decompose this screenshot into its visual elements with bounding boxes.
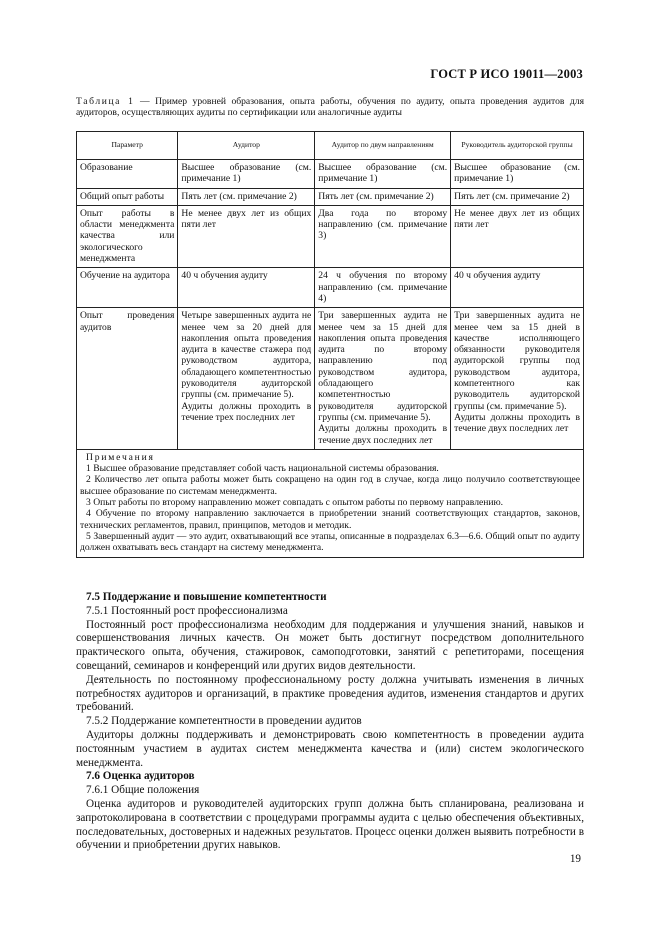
table-cell: Два года по второму направлению (см. примечание 3)	[315, 205, 451, 267]
table-header-row	[77, 132, 584, 160]
cell-paragraph: Аудиты должны проходить в течение двух последних лет	[318, 423, 448, 446]
table-cell: Пять лет (см. примечание 2)	[178, 188, 315, 205]
table-caption-prefix: Таблица 1	[76, 96, 135, 107]
table-row	[77, 268, 584, 308]
column-header: Параметр	[77, 132, 178, 160]
subsection-heading: 7.5.1 Постоянный рост профессионализма	[86, 604, 288, 617]
notes-heading: Примечания	[86, 451, 155, 463]
section-heading: 7.5 Поддержание и повышение компетентности	[86, 591, 327, 603]
cell-paragraph: Аудиты должны проходить в течение трех последних лет	[181, 400, 312, 423]
paragraph: Постоянный рост профессионализма необходим для поддержания и улучшения знаний, навыков и совершенствования личных качеств. Он может быть достигнут посредством дополнительного практического опыта, обучения, стажировок, самоподготовки, занятий с репетиторами, посещения совещаний, семинаров и конференций или других видов деятельности.	[76, 618, 584, 672]
table-cell: Высшее образование (см. примечание 1)	[315, 160, 451, 189]
document-header: ГОСТ Р ИСО 19011—2003	[430, 67, 583, 81]
cell-paragraph: Три завершенных аудита не менее чем за 15 дней в качестве исполняющего обязанности руководителя аудиторской группы под руководством аудитора, компетентного как руководитель аудиторской группы (см. примечание 5).	[454, 310, 580, 412]
paragraph: Деятельность по постоянному профессиональному росту должна учитывать изменения в личных потребностях аудиторов и организаций, в практике проведения аудитов, изменения стандартов и других требований.	[76, 673, 584, 714]
row-label: Опыт проведения аудитов	[77, 308, 178, 450]
subsection-heading: 7.5.2 Поддержание компетентности в проведении аудитов	[86, 715, 362, 728]
row-label: Общий опыт работы	[77, 188, 178, 205]
row-label: Опыт работы в области менеджмента качества или экологического менеджмента	[77, 205, 178, 267]
table-cell	[178, 308, 315, 450]
table-cell: Не менее двух лет из общих пяти лет	[178, 205, 315, 267]
table-cell: Пять лет (см. примечание 2)	[315, 188, 451, 205]
cell-paragraph: Четыре завершенных аудита не менее чем за 20 дней для накопления опыта проведения аудита в качестве стажера под руководством аудитора, обладающего компетентностью руководителя аудиторской группы (см. примечание 5).	[181, 310, 312, 401]
row-label: Обучение на аудитора	[77, 268, 178, 308]
table-cell	[315, 308, 451, 450]
table-cell: 24 ч обучения по второму направлению (см. примечание 4)	[315, 268, 451, 308]
table-row	[77, 205, 584, 267]
table-cell: 40 ч обучения аудиту	[178, 268, 315, 308]
table-cell: Высшее образование (см. примечание 1)	[178, 160, 315, 189]
cell-paragraph: Три завершенных аудита не менее чем за 15 дней для накопления опыта проведения аудита по второму направлению под руководством аудитора, обладающего компетентностью руководителя аудиторской группы (см. примечание 5).	[318, 310, 448, 423]
table-row	[77, 308, 584, 450]
notes-cell	[77, 449, 584, 557]
body-text	[76, 591, 584, 853]
note-item: 1 Высшее образование представляет собой часть национальной системы образования.	[86, 463, 439, 475]
section-heading: 7.6 Оценка аудиторов	[86, 770, 195, 783]
row-label: Образование	[77, 160, 178, 189]
table-cell: 40 ч обучения аудиту	[451, 268, 584, 308]
column-header: Руководитель аудиторской группы	[451, 132, 584, 160]
note-item: 4 Обучение по второму направлению заключается в приобретении знаний соответствующих стандартов, законов, технических регламентов, правил, принципов, методов и методик.	[80, 508, 580, 531]
column-header: Аудитор	[178, 132, 315, 160]
paragraph: Оценка аудиторов и руководителей аудиторских групп должна быть спланирована, реализована и запротоколирована в соответствии с процедурами программы аудита с целью обеспечения объективных, последовательных, достоверных и надежных результатов. Процесс оценки должен выявить потребности в обучении и приобретении других навыков.	[76, 797, 584, 852]
qualification-table	[76, 131, 584, 558]
table-cell: Высшее образование (см. примечание 1)	[451, 160, 584, 189]
notes-row	[77, 449, 584, 557]
table-cell: Не менее двух лет из общих пяти лет	[451, 205, 584, 267]
cell-paragraph: Аудиты должны проходить в течение двух последних лет	[454, 411, 580, 435]
table-caption	[76, 96, 584, 119]
page-number: 19	[569, 853, 581, 865]
note-item: 3 Опыт работы по второму направлению может совпадать с опытом работы по первому направлению.	[86, 497, 504, 509]
table-cell	[451, 308, 584, 450]
note-item: 2 Количество лет опыта работы может быть сокращено на один год в случае, когда лицо получило соответствующее высшее образование по системам менеджмента.	[80, 474, 580, 497]
table-row	[77, 188, 584, 205]
table-caption-text: — Пример уровней образования, опыта работы, обучения по аудиту, опыта проведения аудитов для аудиторов, осуществляющих аудиты по сертификации или аналогичные аудиты	[76, 96, 584, 119]
table-cell: Пять лет (см. примечание 2)	[451, 188, 584, 205]
paragraph: Аудиторы должны поддерживать и демонстрировать свою компетентность в проведении аудита постоянным участием в аудитах систем менеджмента качества и (или) систем экологического менеджмента.	[76, 728, 584, 769]
column-header: Аудитор по двум направлениям	[315, 132, 451, 160]
note-item: 5 Завершенный аудит — это аудит, охватывающий все этапы, описанные в подразделах 6.3—6.6. Общий опыт по аудиту должен охватывать весь стандарт на систему менеджмента.	[80, 530, 580, 554]
table-row	[77, 160, 584, 189]
subsection-heading: 7.6.1 Общие положения	[86, 784, 200, 797]
